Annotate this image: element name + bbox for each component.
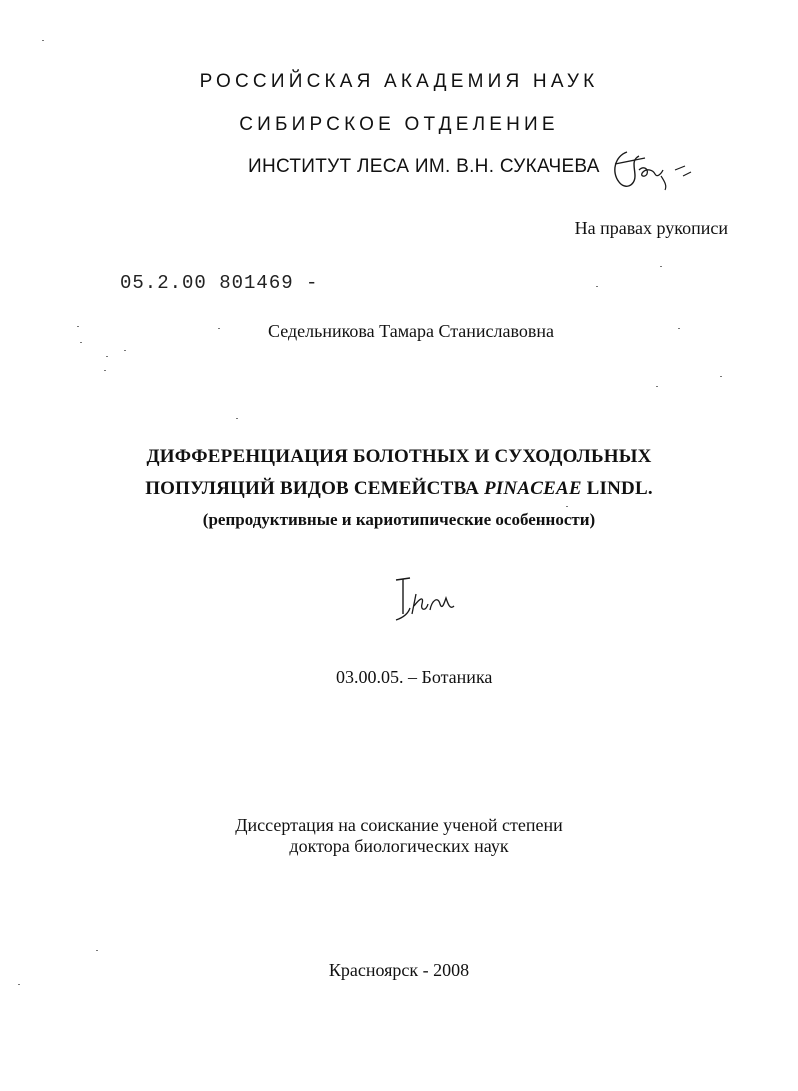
author-name: Седельникова Тамара Станиславовна xyxy=(268,321,555,341)
scan-speck xyxy=(18,984,20,985)
institute-heading: ИНСТИТУТ ЛЕСА ИМ. В.Н. СУКАЧЕВА xyxy=(248,156,600,177)
scan-speck xyxy=(678,328,680,329)
scan-speck xyxy=(656,386,658,387)
scan-speck xyxy=(42,40,44,41)
degree-line-1: Диссертация на соискание ученой степени xyxy=(235,815,563,835)
scan-speck xyxy=(660,266,662,267)
scan-speck xyxy=(596,286,598,287)
title-subtitle: (репродуктивные и кариотипические особенности) xyxy=(202,510,596,529)
scan-speck xyxy=(80,342,82,343)
scan-speck xyxy=(106,356,108,357)
handwritten-signature-top xyxy=(605,146,701,194)
degree-line-2: доктора биологических наук xyxy=(289,836,509,856)
title-line-2-prefix: ПОПУЛЯЦИЙ ВИДОВ СЕМЕЙСТВА xyxy=(145,478,480,499)
scan-speck xyxy=(77,326,79,327)
family-name: PINACEAE xyxy=(484,478,582,499)
branch-heading: СИБИРСКОЕ ОТДЕЛЕНИЕ xyxy=(239,114,559,135)
handwritten-signature-middle xyxy=(390,574,462,626)
city-year: Красноярск - 2008 xyxy=(328,960,470,980)
scan-speck xyxy=(218,328,220,329)
title-line-1: ДИФФЕРЕНЦИАЦИЯ БОЛОТНЫХ И СУХОДОЛЬНЫХ xyxy=(146,446,652,467)
title-line-2 xyxy=(0,478,798,500)
scan-speck xyxy=(96,950,98,951)
academy-heading: РОССИЙСКАЯ АКАДЕМИЯ НАУК xyxy=(199,71,599,92)
author-abbreviation: LINDL. xyxy=(586,478,653,499)
archive-stamp: 05.2.00 801469 - xyxy=(120,272,319,294)
scan-speck xyxy=(566,506,568,507)
scan-speck xyxy=(720,376,722,377)
rights-note: На правах рукописи xyxy=(574,218,728,238)
scan-speck xyxy=(236,418,238,419)
specialty-code: 03.00.05. – Ботаника xyxy=(336,667,493,687)
scan-speck xyxy=(124,350,126,351)
scan-speck xyxy=(104,370,106,371)
